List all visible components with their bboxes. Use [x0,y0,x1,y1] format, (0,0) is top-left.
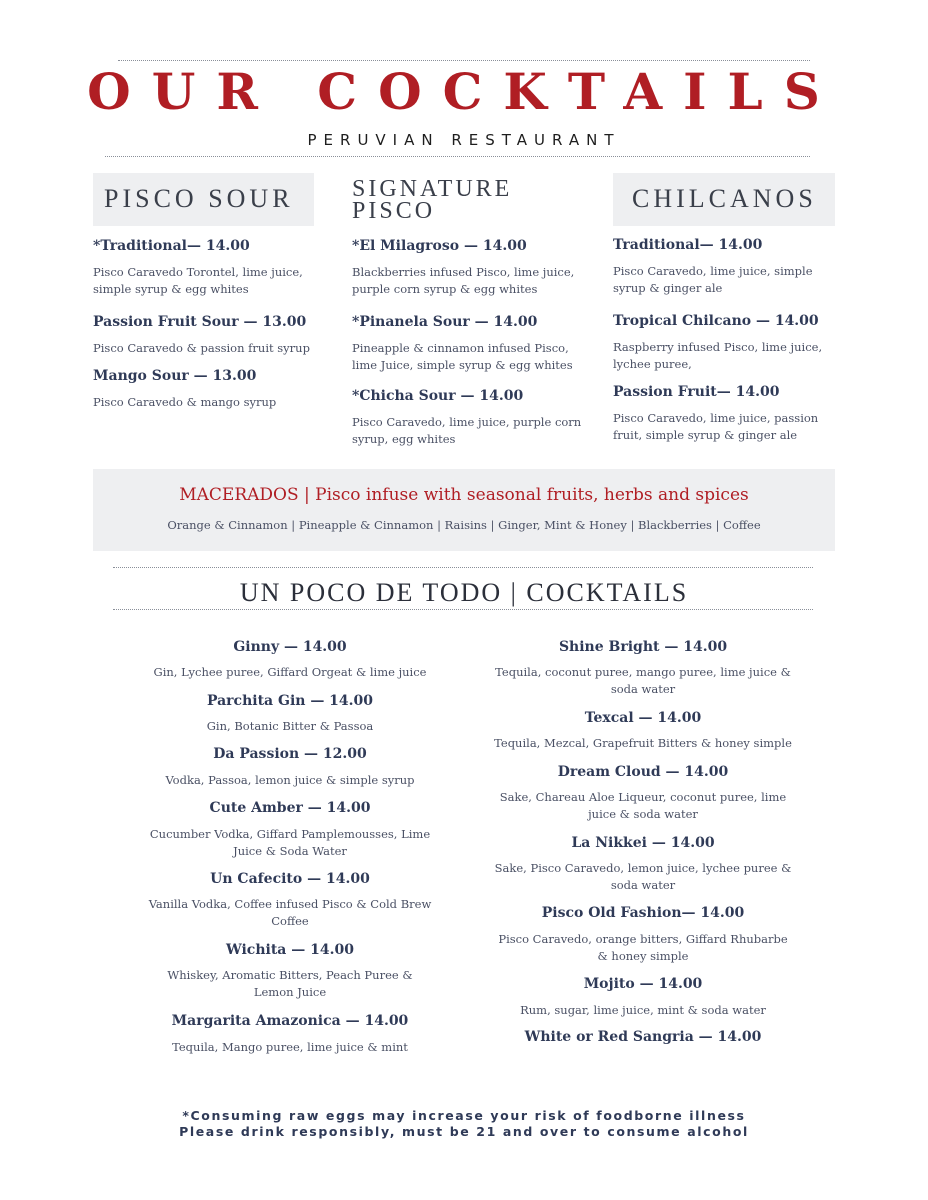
menu-item-name: Da Passion — 12.00 [213,746,367,762]
menu-item-name: Passion Fruit— 14.00 [613,384,780,400]
top-divider [118,60,810,61]
menu-item-desc: Tequila, coconut puree, mango puree, lime juice & soda water [495,665,791,696]
menu-item-name: Traditional— 14.00 [613,237,763,253]
menu-item-name: Mojito — 14.00 [583,976,703,992]
menu-item-name: Ginny — 14.00 [233,639,347,655]
menu-item-desc: Gin, Lychee puree, Giffard Orgeat & lime juice [153,665,427,679]
menu-item-name: Un Cafecito — 14.00 [210,871,370,887]
menu-item-desc: Tequila, Mango puree, lime juice & mint [172,1040,408,1054]
menu-item-name: La Nikkei — 14.00 [571,835,715,851]
menu-item-desc: Gin, Botanic Bitter & Passoa [206,719,374,733]
menu-item-desc: Blackberries infused Pisco, lime juice, purple corn syrup & egg whites [352,265,575,296]
signature-pisco-heading-line1: SIGNATURE [352,176,513,202]
menu-item-desc: Cucumber Vodka, Giffard Pamplemousses, Lime Juice & Soda Water [149,827,431,858]
macerados-banner [93,469,835,551]
menu-item-desc: Pisco Caravedo Torontel, lime juice, simple syrup & egg whites [93,265,303,296]
section-divider-top [113,567,813,568]
menu-item-desc: Pisco Caravedo, lime juice, passion fruit, simple syrup & ginger ale [613,411,819,442]
menu-item-desc: Pisco Caravedo & mango syrup [93,395,277,409]
menu-item-desc: Pisco Caravedo, lime juice, purple corn syrup, egg whites [352,415,582,446]
menu-item-name: Cute Amber — 14.00 [209,800,371,816]
menu-item-name: Tropical Chilcano — 14.00 [613,313,819,329]
menu-item-name: Passion Fruit Sour — 13.00 [93,314,307,330]
menu-item-name: Wichita — 14.00 [226,942,354,958]
macerados-title: MACERADOS | Pisco infuse with seasonal fruits, herbs and spices [179,485,749,505]
menu-item-name: *El Milagroso — 14.00 [352,238,527,254]
menu-item-name: Shine Bright — 14.00 [558,639,728,655]
menu-item-name: White or Red Sangria — 14.00 [524,1029,762,1045]
chilcanos-heading: CHILCANOS [632,184,817,213]
menu-item-name: Pisco Old Fashion— 14.00 [541,905,745,921]
menu-item-desc: Sake, Chareau Aloe Liqueur, coconut puree, lime juice & soda water [499,790,787,821]
menu-item-desc: Rum, sugar, lime juice, mint & soda water [520,1003,766,1017]
menu-item-desc: Tequila, Mezcal, Grapefruit Bitters & honey simple [494,736,792,750]
signature-pisco-heading-line2: PISCO [352,198,436,224]
page-subtitle: PERUVIAN RESTAURANT [307,131,621,149]
macerados-list: Orange & Cinnamon | Pineapple & Cinnamon | Raisins | Ginger, Mint & Honey | Blackberries | Coffee [167,518,761,532]
menu-item-name: Dream Cloud — 14.00 [557,764,729,780]
footer-warning: *Consuming raw eggs may increase your risk of foodborne illness [182,1108,746,1123]
menu-item-name: *Chicha Sour — 14.00 [352,388,524,404]
menu-item-name: Parchita Gin — 14.00 [206,693,374,709]
section-title: UN POCO DE TODO | COCKTAILS [239,578,689,607]
menu-item-desc: Pisco Caravedo & passion fruit syrup [93,341,310,355]
menu-item-name: Mango Sour — 13.00 [93,368,257,384]
menu-item-name: Texcal — 14.00 [584,710,702,726]
footer-notice: Please drink responsibly, must be 21 and over to consume alcohol [179,1124,749,1139]
menu-item-desc: Pisco Caravedo, orange bitters, Giffard Rhubarbe & honey simple [498,932,788,963]
page-title: OUR COCKTAILS [87,62,841,121]
menu-item-desc: Sake, Pisco Caravedo, lemon juice, lychee puree & soda water [494,861,792,892]
menu-item-desc: Raspberry infused Pisco, lime juice, lychee puree, [613,340,823,371]
menu-item-name: Margarita Amazonica — 14.00 [171,1013,409,1029]
header-divider [105,156,810,157]
menu-item-name: *Pinanela Sour — 14.00 [352,314,538,330]
section-divider-bottom [113,609,813,610]
menu-item-name: *Traditional— 14.00 [93,238,250,254]
menu-item-desc: Whiskey, Aromatic Bitters, Peach Puree & Lemon Juice [167,968,413,999]
pisco-sour-heading: PISCO SOUR [104,184,294,213]
menu-item-desc: Pineapple & cinnamon infused Pisco, lime Juice, simple syrup & egg whites [352,341,573,372]
menu-item-desc: Pisco Caravedo, lime juice, simple syrup & ginger ale [613,264,813,295]
menu-item-desc: Vodka, Passoa, lemon juice & simple syrup [165,773,415,787]
menu-item-desc: Vanilla Vodka, Coffee infused Pisco & Cold Brew Coffee [148,897,432,928]
